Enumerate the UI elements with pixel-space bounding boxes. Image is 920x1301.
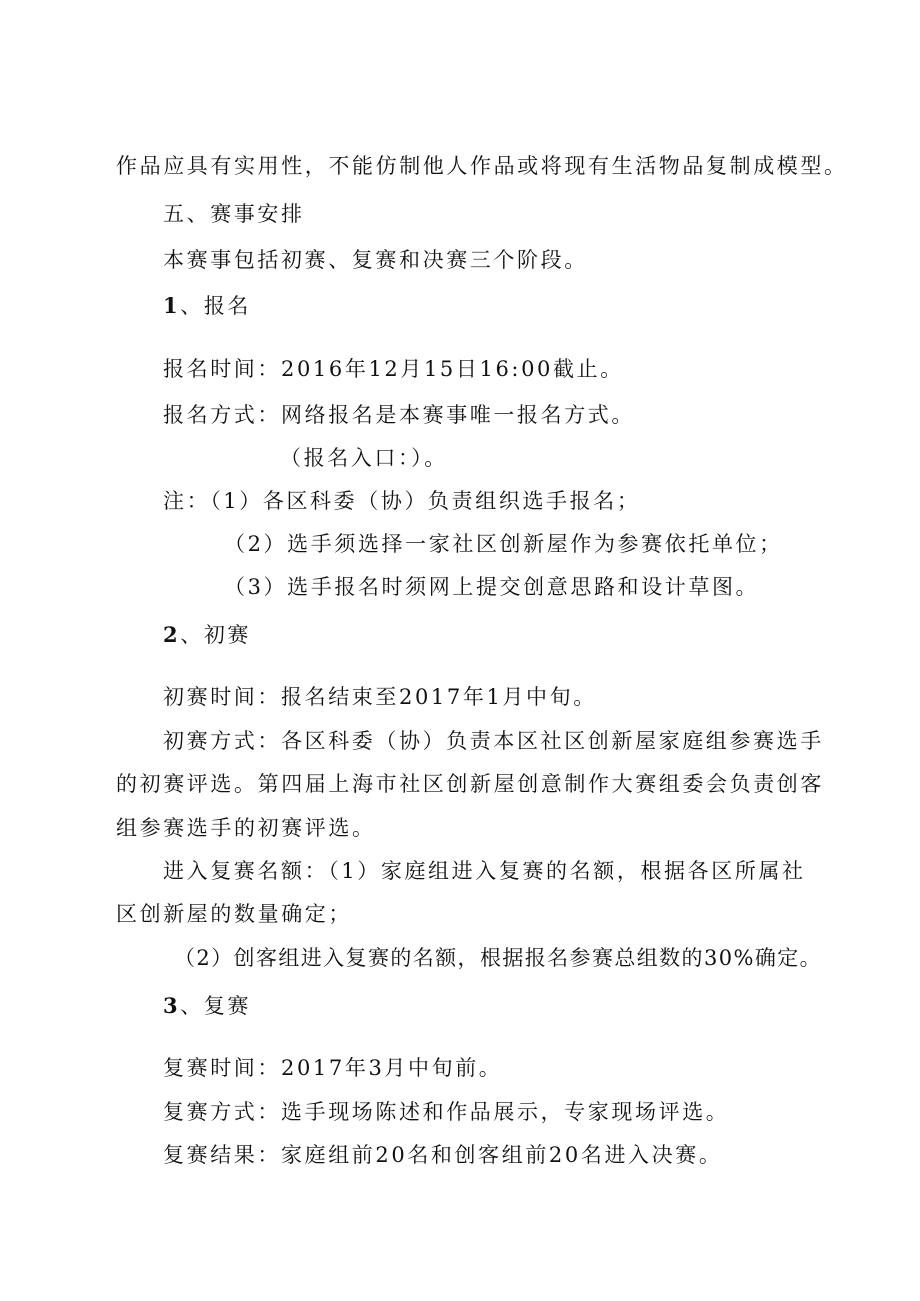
registration-entry: （报名入口：）。	[280, 446, 448, 470]
section-five-title: 五、赛事安排	[163, 202, 305, 226]
subheading-text: 、报名	[180, 294, 252, 318]
semifinal-result: 复赛结果：家庭组前20名和创客组前20名进入决赛。	[163, 1143, 723, 1167]
note-item-3: （3）选手报名时须网上提交创意思路和设计草图。	[224, 575, 760, 599]
note-item-2: （2）选手须选择一家社区创新屋作为参赛依托单位；	[224, 532, 783, 556]
subheading-number: 2	[163, 622, 181, 647]
semifinal-method: 复赛方式：选手现场陈述和作品展示，专家现场评选。	[163, 1100, 730, 1124]
subheading-number: 3	[163, 993, 181, 1018]
registration-time: 报名时间：2016年12月15日16:00截止。	[163, 357, 624, 381]
subheading-text: 、复赛	[180, 994, 252, 1018]
registration-method: 报名方式：网络报名是本赛事唯一报名方式。	[163, 403, 635, 427]
paragraph-continuation: 作品应具有实用性，不能仿制他人作品或将现有生活物品复制成模型。	[116, 154, 848, 178]
preliminary-time: 初赛时间：报名结束至2017年1月中旬。	[163, 685, 597, 709]
quota-line-2: 区创新屋的数量确定；	[116, 902, 352, 926]
subheading-registration	[163, 291, 251, 321]
preliminary-method-line-1: 初赛方式：各区科委（协）负责本区社区创新屋家庭组参赛选手	[163, 729, 824, 753]
subheading-text: 、初赛	[180, 623, 252, 647]
preliminary-method-line-2: 的初赛评选。第四届上海市社区创新屋创意制作大赛组委会负责创客	[116, 772, 824, 796]
section-five-intro: 本赛事包括初赛、复赛和决赛三个阶段。	[163, 248, 588, 272]
subheading-preliminary	[163, 620, 251, 650]
subheading-number: 1	[163, 293, 181, 318]
preliminary-method-line-3: 组参赛选手的初赛评选。	[116, 816, 376, 840]
semifinal-time: 复赛时间：2017年3月中旬前。	[163, 1056, 503, 1080]
subheading-semifinal	[163, 991, 251, 1021]
note-item-1: 注：（1）各区科委（协）负责组织选手报名；	[163, 489, 641, 513]
quota-line-1: 进入复赛名额：（1）家庭组进入复赛的名额，根据各区所属社	[163, 859, 806, 883]
quota-line-3: （2）创客组进入复赛的名额，根据报名参赛总组数的30%确定。	[174, 946, 823, 970]
